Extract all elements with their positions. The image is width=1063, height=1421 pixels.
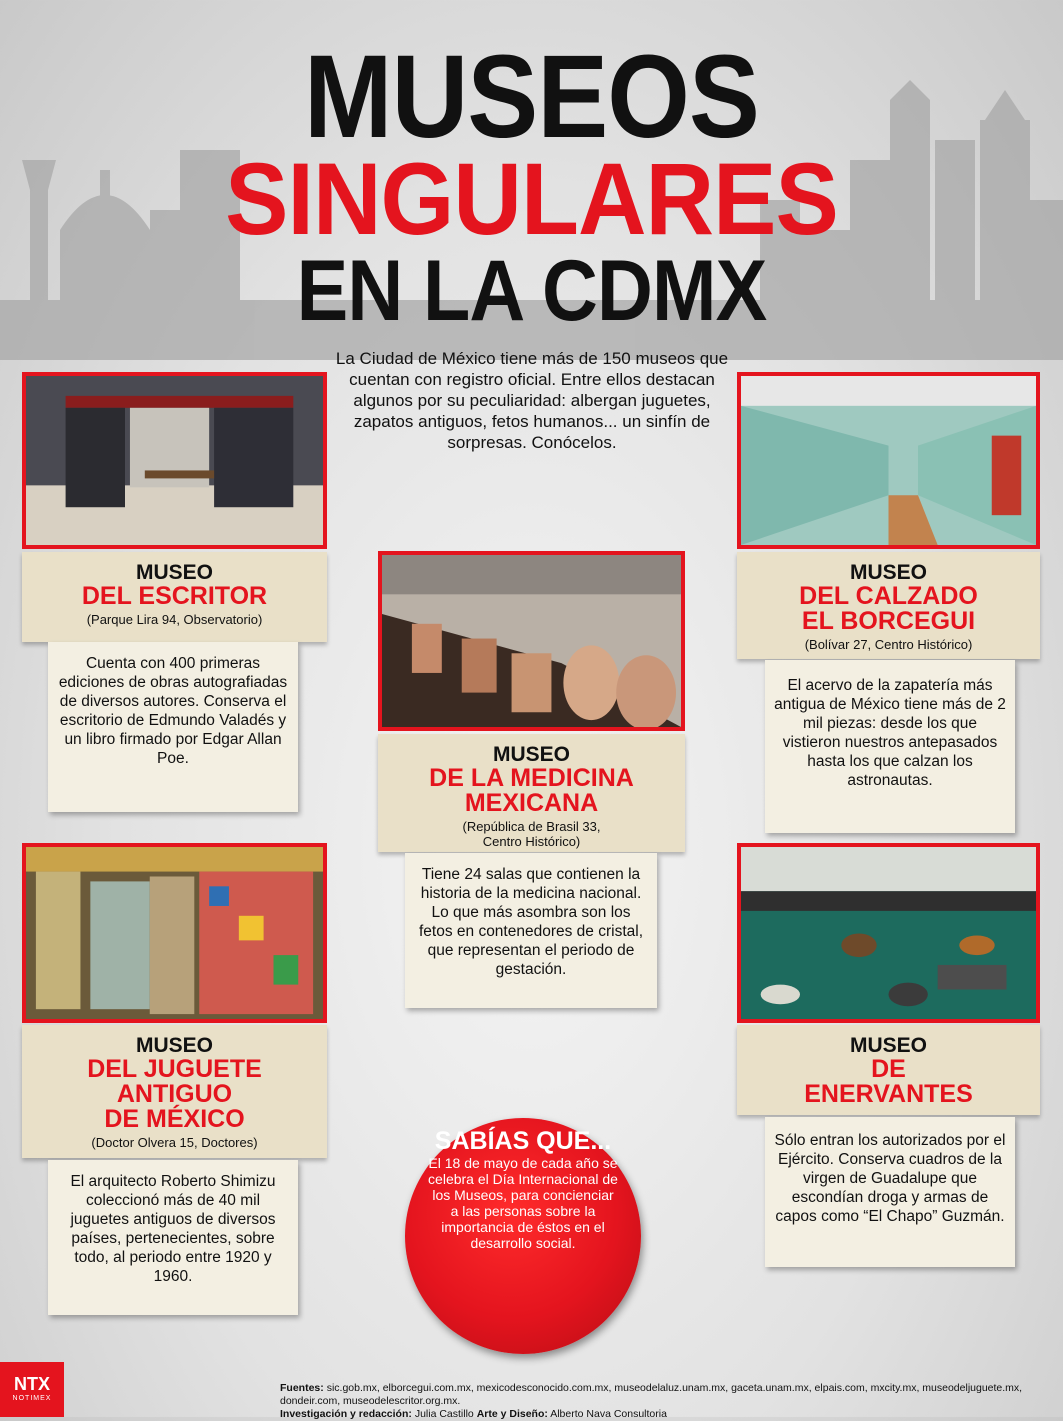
museum-name-line-1: DEL CALZADO xyxy=(799,582,978,610)
description-museo-escritor: Cuenta con 400 primeras ediciones de obras autografiadas de diversos autores. Conserva el escritorio de Edmundo Valadés y un libro firmado por Edgar Allan Poe. xyxy=(48,642,298,812)
description-museo-enervantes: Sólo entran los autorizados por el Ejército. Conserva cuadros de la virgen de Guadalupe que escondían droga y armas de capos como “El Chapo” Guzmán. xyxy=(765,1117,1015,1267)
design-label: Arte y Diseño: xyxy=(476,1408,548,1420)
intro-text: La Ciudad de México tiene más de 150 museos que cuentan con registro oficial. Entre ellos destacan algunos por su peculiaridad: albergan juguetes, zapatos antiguos, fetos humanos... un sinfín de sorpresas. Conócelos. xyxy=(335,349,729,452)
museum-name-line-2: ENERVANTES xyxy=(804,1080,973,1108)
footer-credits xyxy=(280,1382,1058,1421)
research-author: Julia Castillo xyxy=(414,1408,474,1420)
label-museo-juguete xyxy=(22,1025,327,1158)
museum-address-line-1: (República de Brasil 33, xyxy=(462,819,601,834)
sabias-que-heading: SABÍAS QUE... xyxy=(434,1127,612,1155)
museum-prefix: MUSEO xyxy=(849,561,927,584)
museum-name-line-2: EL BORCEGUI xyxy=(801,607,976,635)
description-museo-medicina: Tiene 24 salas que contienen la historia de la medicina nacional. Lo que más asombra son los fetos en contenedores de cristal, que representan el periodo de gestación. xyxy=(405,853,657,1008)
photo-museo-juguete xyxy=(22,843,327,1023)
photo-museo-calzado xyxy=(737,372,1040,549)
museum-name-line-2: ANTIGUO xyxy=(116,1080,233,1108)
museum-prefix: MUSEO xyxy=(135,561,213,584)
photo-museo-medicina xyxy=(378,551,685,731)
museum-name-line-1: DE xyxy=(871,1055,906,1083)
museum-name-line-1: DEL JUGUETE xyxy=(87,1055,262,1083)
photo-museo-enervantes xyxy=(737,843,1040,1023)
sources-list: sic.gob.mx, elborcegui.com.mx, mexicodesconocido.com.mx, museodelaluz.unam.mx, gaceta.unam.mx, elpais.com, mxcity.mx, museodeljuguete.mx, dondeir.com, museodelescritor.org.mx. xyxy=(280,1382,1023,1407)
description-museo-calzado: El acervo de la zapatería más antigua de México tiene más de 2 mil piezas: desde los que vistieron nuestros antepasados hasta los que calzan los astronautas. xyxy=(765,660,1015,833)
title-line-1: MUSEOS xyxy=(304,31,759,163)
ntx-notimex-logo: NTX NOTIMEX xyxy=(0,1362,64,1417)
museum-address: (Doctor Olvera 15, Doctores) xyxy=(91,1135,258,1150)
label-museo-medicina xyxy=(378,734,685,852)
research-label: Investigación y redacción: xyxy=(280,1408,412,1420)
museum-name-line-2: MEXICANA xyxy=(464,789,599,817)
museum-address: (Bolívar 27, Centro Histórico) xyxy=(804,637,973,652)
museum-name-line-1: DE LA MEDICINA xyxy=(429,764,634,792)
museum-name: DEL ESCRITOR xyxy=(81,582,268,610)
label-museo-escritor xyxy=(22,552,327,642)
design-author: Alberto Nava Consultoria xyxy=(550,1408,667,1420)
description-museo-juguete: El arquitecto Roberto Shimizu coleccionó más de 40 mil juguetes antiguos de diversos países, pertenecientes, sobre todo, al periodo entre 1920 y 1960. xyxy=(48,1160,298,1315)
sabias-que-circle xyxy=(405,1118,641,1354)
label-museo-calzado xyxy=(737,552,1040,659)
sabias-que-text: El 18 de mayo de cada año se celebra el Día Internacional de los Museos, para concienciar a las personas sobre la importancia de éstos en el desarrollo social. xyxy=(428,1155,618,1251)
museum-address-line-2: Centro Histórico) xyxy=(482,834,581,849)
museum-prefix: MUSEO xyxy=(135,1034,213,1057)
label-museo-enervantes xyxy=(737,1025,1040,1115)
museum-prefix: MUSEO xyxy=(849,1034,927,1057)
museum-prefix: MUSEO xyxy=(492,743,570,766)
photo-museo-escritor xyxy=(22,372,327,549)
sources-label: Fuentes: xyxy=(280,1382,324,1394)
title-line-2: SINGULARES xyxy=(225,142,838,256)
museum-name-line-3: DE MÉXICO xyxy=(104,1105,245,1133)
museum-address: (Parque Lira 94, Observatorio) xyxy=(86,612,263,627)
title-line-3: EN LA CDMX xyxy=(296,243,767,339)
